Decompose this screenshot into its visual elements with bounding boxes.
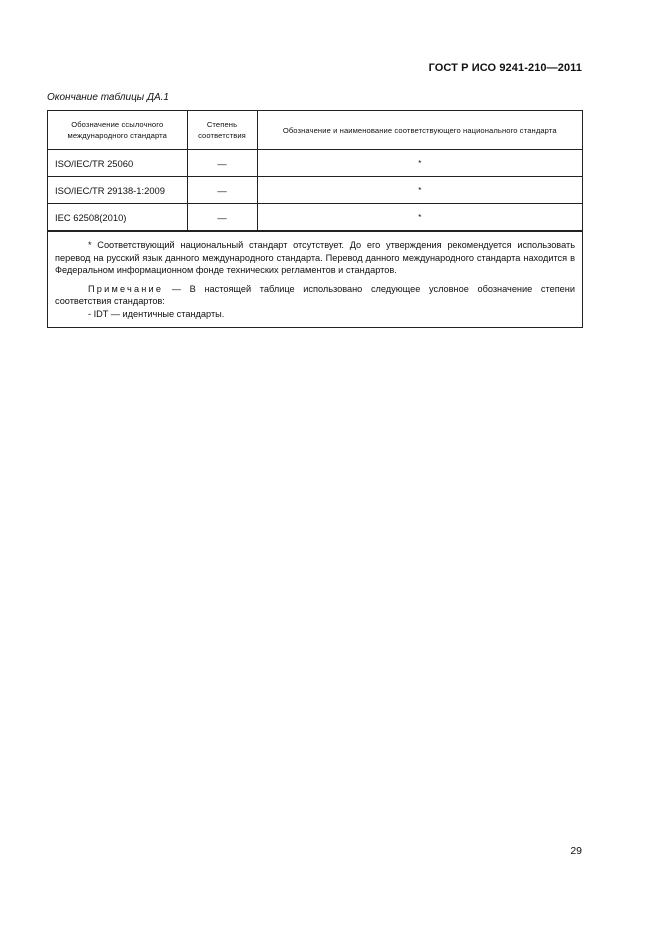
table-row [48,177,582,204]
table-row [48,150,582,177]
column-header-designation-text: Обозначение ссылочного международного стандарта [67,120,167,140]
footnote-text: * Соответствующий национальный стандарт отсутствует. До его утверждения рекомендуется использовать перевод на русский язык данного международного стандарта. Перевод данного международного стандарта находится в Федеральном информационном фонде технических регламентов и стандартов. [55,240,575,275]
cell-degree: — [187,150,257,177]
note-label: Примечание [88,283,164,294]
document-code-header: ГОСТ Р ИСО 9241-210—2011 [428,62,582,74]
cell-degree: — [187,204,257,231]
table-row [48,204,582,231]
table-notes [48,231,582,327]
note-list-item: - IDT — идентичные стандарты. [88,308,225,319]
column-header-national-text: Обозначение и наименование соответствующего национального стандарта [282,125,557,135]
note-paragraph [55,283,575,308]
page-number: 29 [570,845,582,857]
cell-designation: ISO/IEC/TR 25060 [48,150,187,177]
cell-designation: IEC 62508(2010) [48,204,187,231]
cell-degree: — [187,177,257,204]
cell-national: * [257,177,582,204]
note-text: — В настоящей таблице использовано следующее условное обозначение степени соответствия стандартов: [55,283,575,306]
cell-national: * [257,150,582,177]
standards-table [47,110,583,328]
table-caption: Окончание таблицы ДА.1 [47,92,169,103]
table-header-row [48,111,582,150]
column-header-degree [187,111,257,150]
column-header-national [257,111,582,150]
cell-designation: ISO/IEC/TR 29138-1:2009 [48,177,187,204]
column-header-designation [48,111,187,150]
cell-national: * [257,204,582,231]
column-header-degree-text: Степень соответствия [198,120,246,140]
